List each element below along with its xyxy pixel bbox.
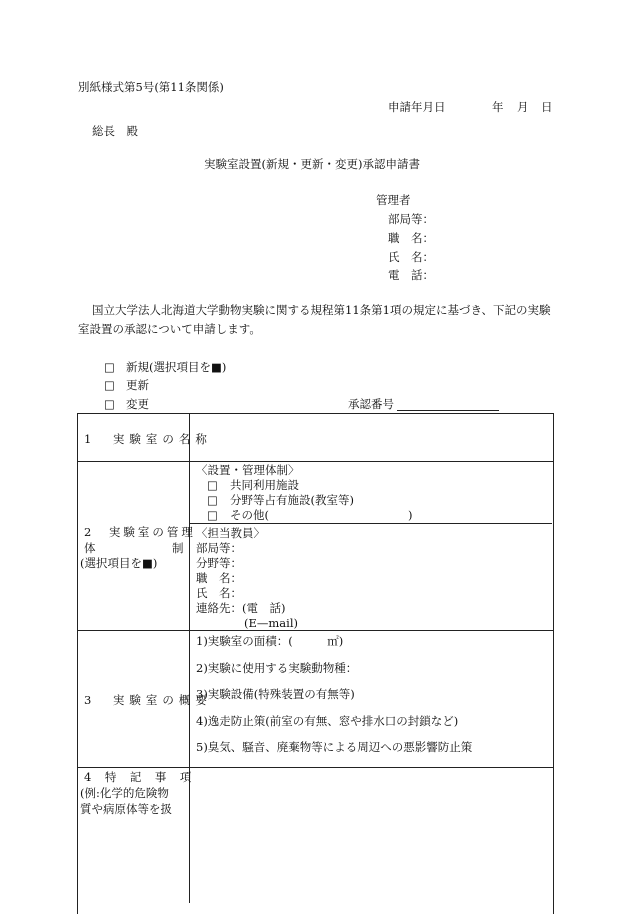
overview-area: 1)実験室の面積：( ㎡) [196, 634, 344, 648]
row2-inner-divider [190, 523, 552, 524]
overview-equipment: 3)実験設備(特殊装置の有無等) [196, 687, 355, 701]
year-label: 年 [492, 100, 504, 114]
document-title: 実験室設置(新規・更新・変更)承認申請書 [204, 157, 420, 171]
manager-phone-label: 電 話： [388, 268, 434, 282]
manager-heading: 管理者 [376, 193, 411, 207]
lab-name-field[interactable] [190, 414, 551, 460]
row4-label-line3: 質や病原体等を扱 [80, 802, 172, 816]
addressee: 総長 殿 [92, 124, 138, 138]
teacher-email-label: (E—mail) [244, 616, 298, 630]
setup-option-other: その他( [230, 508, 269, 522]
manager-name-label: 氏 名： [388, 250, 434, 264]
setup-option-other-close: ) [408, 508, 413, 522]
table-row-divider-1 [77, 461, 553, 462]
checkbox-change[interactable]: □ [104, 397, 115, 411]
checkbox-shared-facility[interactable]: □ [207, 478, 218, 492]
setup-heading: 〈設置・管理体制〉 [196, 463, 300, 477]
special-notes-field[interactable] [190, 768, 551, 903]
body-text-line1: 国立大学法人北海道大学動物実験に関する規程第11条第1項の規定に基づき、下記の実験 [92, 303, 551, 317]
teacher-field-label: 分野等： [196, 556, 242, 570]
approval-number-label: 承認番号 [348, 397, 394, 411]
option-renew-label: 更新 [126, 378, 149, 392]
teacher-heading: 〈担当教員〉 [196, 526, 265, 540]
row1-label: 1 実験室の名称 [84, 432, 212, 446]
table-row-divider-2 [77, 630, 553, 631]
body-text-line2: 室設置の承認について申請します。 [78, 322, 261, 336]
overview-animal-species: 2)実験に使用する実験動物種： [196, 661, 358, 675]
checkbox-renew[interactable]: □ [104, 378, 115, 392]
setup-option-shared: 共同利用施設 [230, 478, 299, 492]
teacher-dept-label: 部局等： [196, 541, 242, 555]
option-new-label: 新規(選択項目を■) [126, 360, 227, 374]
checkbox-new[interactable]: □ [104, 360, 115, 374]
approval-number-underline [397, 410, 499, 411]
manager-dept-label: 部局等： [388, 212, 434, 226]
teacher-position-label: 職 名： [196, 571, 242, 585]
checkbox-dedicated-facility[interactable]: □ [207, 493, 218, 507]
teacher-name-label: 氏 名： [196, 586, 242, 600]
day-label: 日 [541, 100, 553, 114]
row2-label-line3: (選択項目を■) [80, 556, 158, 570]
manager-position-label: 職 名： [388, 231, 434, 245]
row4-label-line1: 4 特 記 事 項 [84, 770, 193, 784]
checkbox-other[interactable]: □ [207, 508, 218, 522]
row2-label-line2a: 体 [84, 541, 96, 555]
row2-label-line2b: 制 [172, 541, 184, 555]
row2-label-line1: 2 実験室の管理 [84, 525, 196, 539]
row4-label-line2: (例:化学的危険物 [80, 786, 169, 800]
option-change-label: 変更 [126, 397, 149, 411]
form-number: 別紙様式第5号(第11条関係) [78, 80, 224, 94]
setup-option-dedicated: 分野等占有施設(教室等) [230, 493, 354, 507]
month-label: 月 [517, 100, 529, 114]
overview-escape-prevention: 4)逸走防止策(前室の有無、窓や排水口の封鎖など) [196, 714, 459, 728]
teacher-contact-label: 連絡先：(電 話) [196, 601, 286, 615]
overview-nuisance-prevention: 5)臭気、騒音、廃棄物等による周辺への悪影響防止策 [196, 740, 473, 754]
row3-label: 3 実験室の概要 [84, 693, 212, 707]
application-date-label: 申請年月日 [388, 100, 446, 114]
